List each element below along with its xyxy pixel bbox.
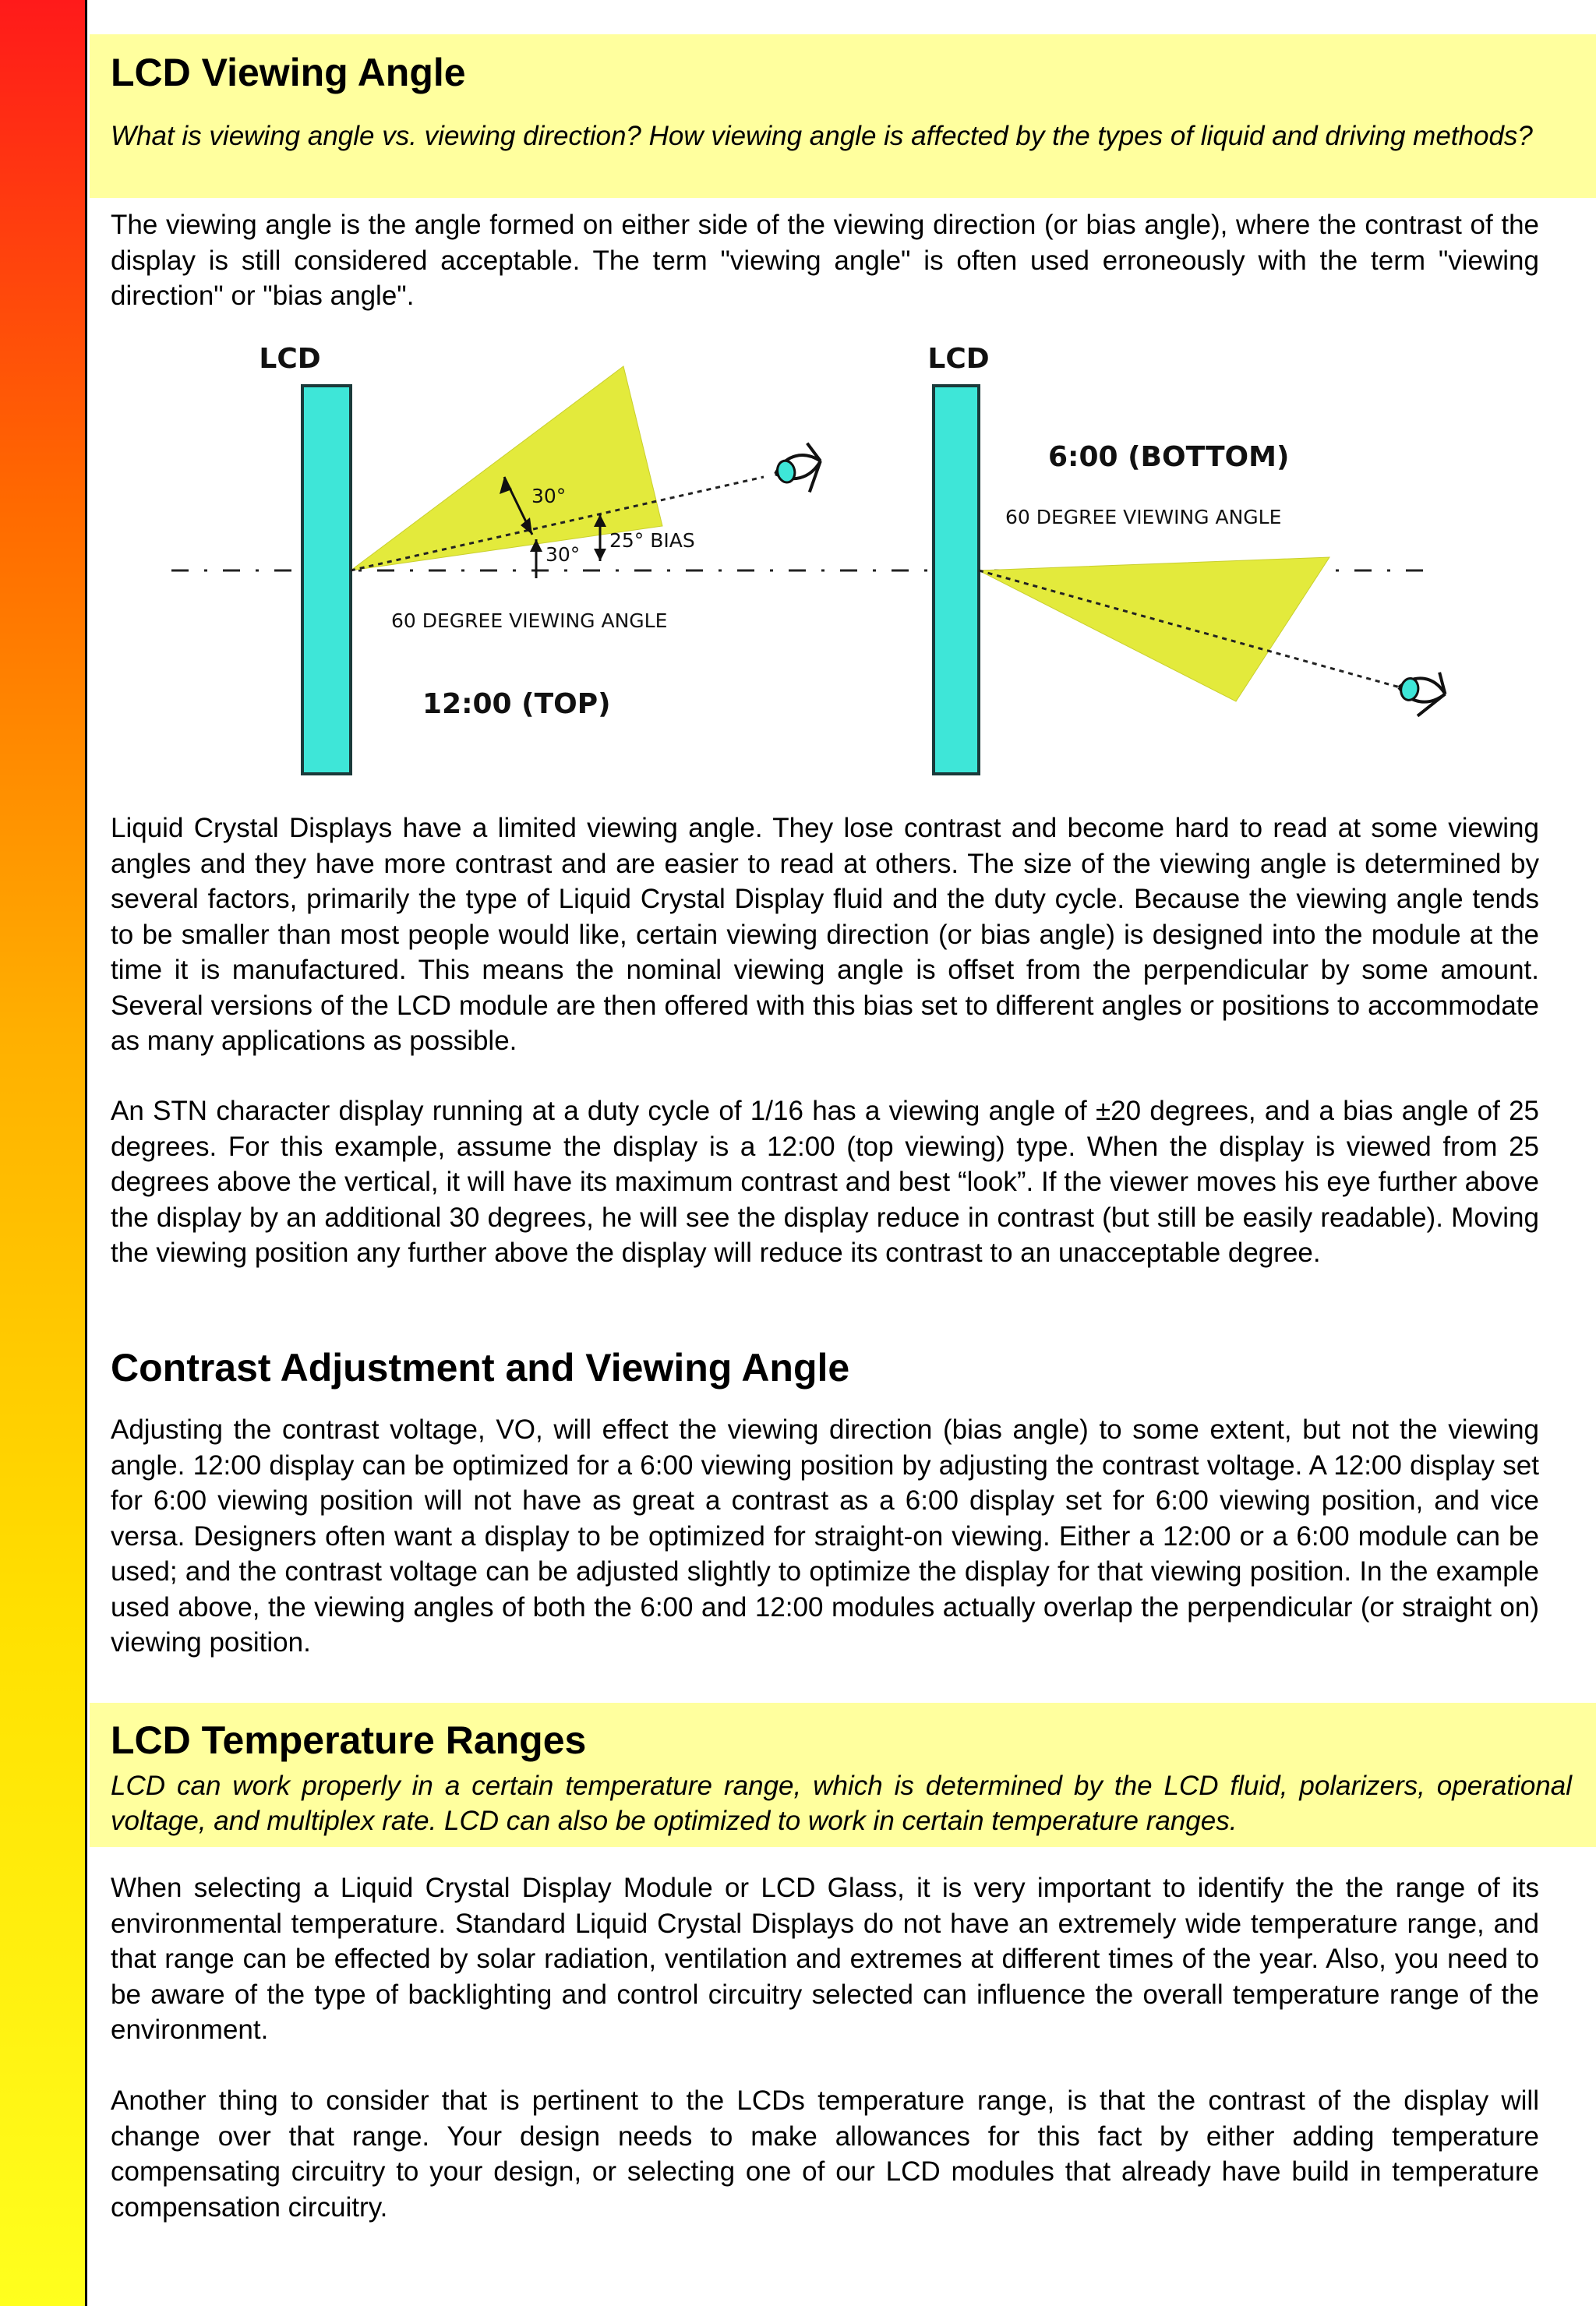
- viewing-angle-caption-right: 60 DEGREE VIEWING ANGLE: [1005, 506, 1282, 528]
- intro-viewing-angle: What is viewing angle vs. viewing direction? How viewing angle is affected by the types of liquid and driving methods?: [111, 121, 1533, 151]
- heading-lcd-temperature-ranges: LCD Temperature Ranges: [111, 1718, 587, 1762]
- paragraph-temperature-selection: When selecting a Liquid Crystal Display Module or LCD Glass, it is very important to identify the the range of its environmental temperature. Standard Liquid Crystal Displays do not have an extremely wide temperature range, and that range can be effected by solar radiation, ventilation and extremes at different times of the year. Also, you need to be aware of the type of backlighting and control circuitry selected can influence the overall temperature range of the environment.: [111, 1873, 1539, 2045]
- angle-label-lower: 30°: [546, 543, 581, 566]
- orientation-label-bottom: 6:00 (BOTTOM): [1048, 441, 1290, 473]
- paragraph-contrast-adjustment: Adjusting the contrast voltage, VO, will effect the viewing direction (bias angle) to some extent, but not the viewing angle. 12:00 display can be optimized for a 6:00 viewing position by adjusting the contrast voltage. A 12:00 display set for 6:00 viewing position will not have as great a contrast as a 6:00 display set for 6:00 viewing position, and vice versa. Designers often want a display to be optimized for straight-on viewing. Either a 12:00 or a 6:00 module can be used; and the contrast voltage can be adjusted slightly to optimize the display for that viewing position. In the example used above, the viewing angles of both the 6:00 and 12:00 modules actually overlap the perpendicular (or straight on) viewing position.: [111, 1414, 1539, 1658]
- viewing-angle-caption-left: 60 DEGREE VIEWING ANGLE: [391, 609, 668, 632]
- viewing-angle-diagram: [164, 335, 1481, 787]
- lcd-panel-right: [934, 386, 979, 774]
- angle-label-upper: 30°: [531, 485, 567, 507]
- paragraph-stn-example: An STN character display running at a duty cycle of 1/16 has a viewing angle of ±20 degrees, and a bias angle of 25 degrees. For this example, assume the display is a 12:00 (top viewing) type. When the display is viewed from 25 degrees above the vertical, it will have its maximum contrast and best “look”. If the viewer moves his eye further above the display by an additional 30 degrees, he will see the display reduce in contrast (but still be easily readable). Moving the viewing position any further above the display will reduce its contrast to an unacceptable degree.: [111, 1096, 1539, 1268]
- lcd-panel-left: [302, 386, 351, 774]
- lcd-label-right: LCD: [927, 343, 990, 375]
- eye-icon-right: [1394, 666, 1449, 720]
- paragraph-temperature-contrast: Another thing to consider that is pertinent to the LCDs temperature range, is that the contrast of the display will change over that range. Your design needs to make allowances for this fact by either adding temperature compensating circuitry to your design, or selecting one of our LCD modules that already have build in temperature compensation circuitry.: [111, 2085, 1539, 2223]
- intro-temperature-ranges: LCD can work properly in a certain temperature range, which is determined by the LCD fluid, polarizers, operational voltage, and multiplex rate. LCD can also be optimized to work in certain temperature ranges.: [111, 1771, 1572, 1836]
- heading-lcd-viewing-angle: LCD Viewing Angle: [111, 51, 466, 94]
- decorative-gradient-sidebar: [0, 0, 87, 2306]
- bias-label: 25° BIAS: [609, 529, 695, 552]
- orientation-label-top: 12:00 (TOP): [422, 688, 611, 720]
- lcd-label-left: LCD: [259, 343, 321, 375]
- paragraph-limited-viewing-angle: Liquid Crystal Displays have a limited viewing angle. They lose contrast and become hard to read at some viewing angles and they have more contrast and are easier to read at others. The size of the viewing angle is determined by several factors, primarily the type of Liquid Crystal Display fluid and the duty cycle. Because the viewing angle tends to be smaller than most people would like, certain viewing direction (or bias angle) is designed into the module at the time it is manufactured. This means the nominal viewing angle is offset from the perpendicular by some amount. Several versions of the LCD module are then offered with this bias set to different angles or positions to accommodate as many applications as possible.: [111, 813, 1539, 1056]
- heading-contrast-adjustment: Contrast Adjustment and Viewing Angle: [111, 1346, 850, 1390]
- eye-icon-left: [771, 441, 827, 498]
- paragraph-viewing-angle-definition: The viewing angle is the angle formed on either side of the viewing direction (or bias angle), where the contrast of the display is still considered acceptable. The term "viewing angle" is often used erroneously with the term "viewing direction" or "bias angle".: [111, 210, 1539, 311]
- viewing-cone-right: [979, 557, 1329, 701]
